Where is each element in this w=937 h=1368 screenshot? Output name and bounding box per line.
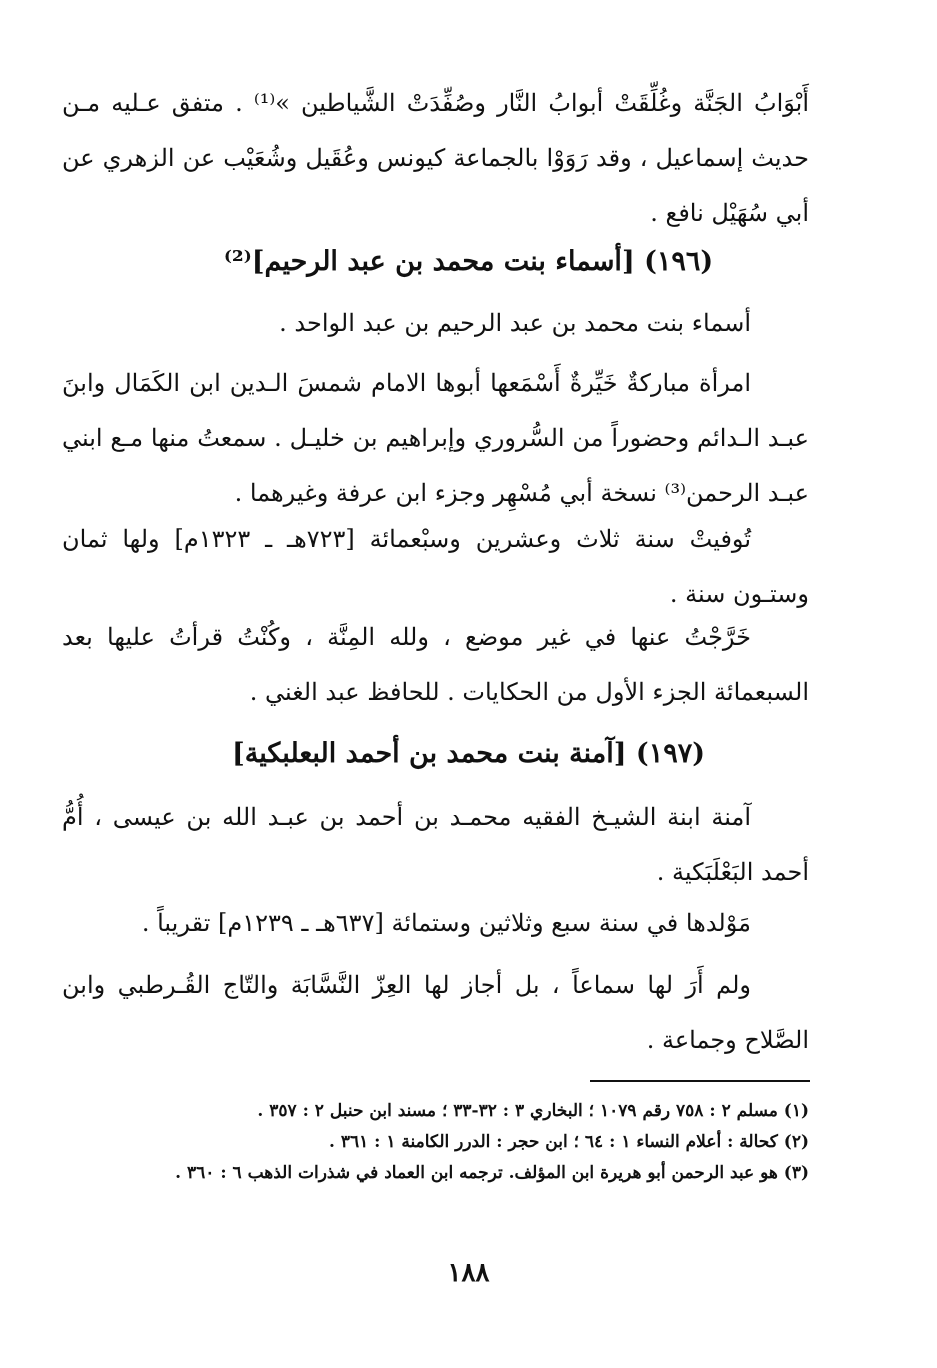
entry-197-name-paragraph: آمنة ابنة الشيـخ الفقيه محمـد بن أحمد بن عبـد الله بن عيسى ، أُمُّ أحمد البَعْلَبَكية . [62,803,809,886]
entry-196-narration-paragraph: خَرَّجْتُ عنها في غير موضع ، ولله المِنَّة ، وكُنْتُ قرأتُ عليها بعد السبعمائة الجزء الأول من الحكايات . للحافظ عبد الغني . [62,623,809,706]
entry-196-heading: (١٩٦) [أسماء بنت محمد بن عبد الرحيم]⁽²⁾ [223,246,714,277]
entry-196-name-paragraph: أسماء بنت محمد بن عبد الرحيم بن عبد الواحد . [279,309,751,337]
footnote-3: (٣) هو عبد الرحمن أبو هريرة ابن المؤلف. ترجمه ابن العماد في شذرات الذهب ٦ : ٣٦٠ . [175,1163,809,1183]
entry-197-birth-paragraph: مَوْلدها في سنة سبع وثلاثين وستمائة [٦٣٧هـ ـ ١٢٣٩م] تقريباً . [141,909,751,937]
entry-197-heading: (١٩٧) [آمنة بنت محمد بن أحمد البعلبكية] [231,738,706,769]
footnotes [150,1096,809,1189]
footnote-1: (١) مسلم ٢ : ٧٥٨ رقم ١٠٧٩ ؛ البخاري ٣ : ٣٢-٣٣ ؛ مسند ابن حنبل ٢ : ٣٥٧ . [257,1101,809,1121]
page-number: ١٨٨ [447,1258,490,1288]
entry-196-bio-paragraph: امرأة مباركةٌ خَيِّرةٌ أَسْمَعها أبوها الامام شمسَ الـدين ابن الكَمَال وابنَ عبـد الـدائم وحضوراً من السُّروري وإبراهيم بن خليـل . سمعتُ منها مـع ابني عبـد الرحمن⁽³⁾ نسخة أبي مُسْهِر وجزء ابن عرفة وغيرهما . [62,369,809,507]
entry-196-death-paragraph: تُوفيتْ سنة ثلاث وعشرين وسبْعمائة [٧٢٣هـ ـ ١٣٢٣م] ولها ثمان وستـون سنة . [62,525,809,608]
entry-197-ijaza-paragraph: ولم أَرَ لها سماعاً ، بل أجاز لها العِزّ النَّسَّابَة والتّاج القُـرطبي وابن الصَّلاح وجماعة . [62,971,809,1054]
footnote-2: (٢) كحالة : أعلام النساء ١ : ٦٤ ؛ ابن حجر : الدرر الكامنة ١ : ٣٦١ . [328,1132,809,1152]
footnote-separator [590,1080,810,1082]
intro-paragraph: أَبْوَابُ الجَنَّة وغُلِّقَتْ أبوابُ النَّار وصُفِّدَتْ الشَّياطين »⁽¹⁾ . متفق عـليه مـن حديث إسماعيل ، وقد رَوَوْا بالجماعة كيونس وعُقَيل وشُعَيْب عن الزهري عن أبي سُهَيْل نافع . [62,89,809,227]
